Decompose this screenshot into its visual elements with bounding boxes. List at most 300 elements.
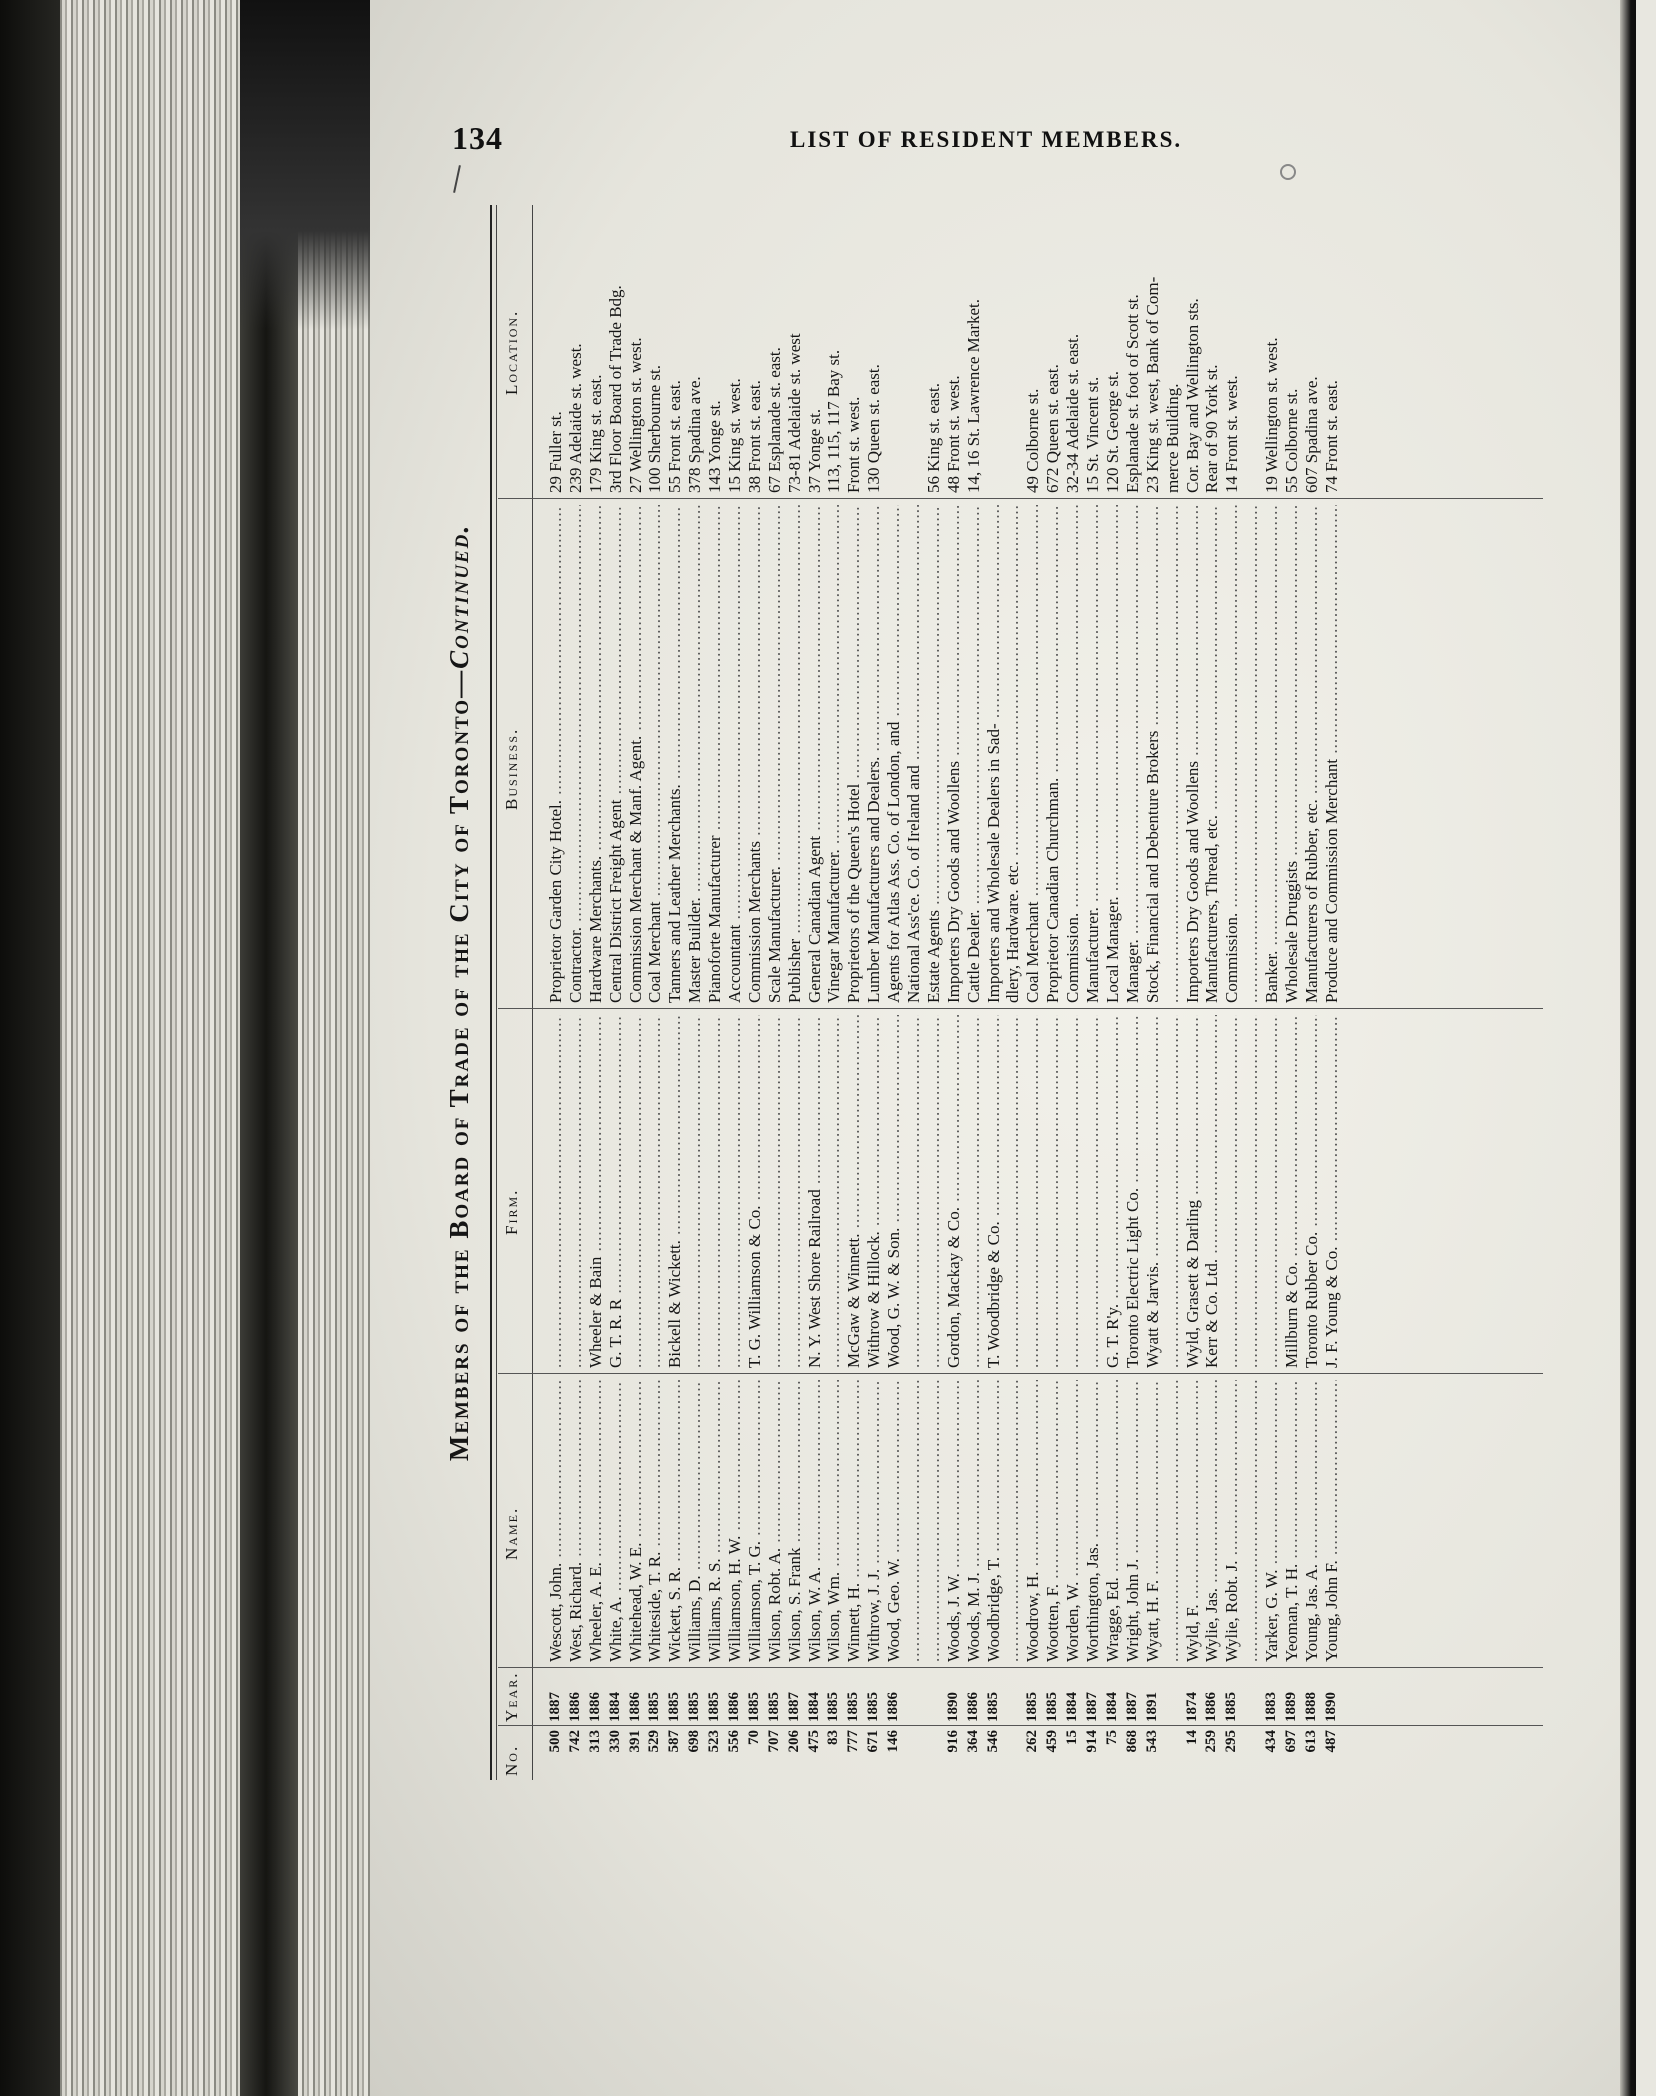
cell-location: [665, 205, 685, 493]
cell-no-text: 500: [547, 1730, 563, 1753]
cell-name: [1262, 1380, 1282, 1662]
cell-firm-text: Wood, G. W. & Son.: [884, 1227, 904, 1368]
cell-year-text: 1886: [726, 1692, 743, 1722]
cell-no: [1123, 1730, 1143, 1780]
cell-business-text: Stock, Financial and Debenture Brokers: [1142, 730, 1162, 1003]
cell-year-text: 1885: [825, 1692, 842, 1722]
cell-name: [645, 1380, 665, 1662]
cell-name-text: Wilson, Robt. A.: [764, 1547, 784, 1662]
cell-year-text: 1885: [1223, 1692, 1240, 1722]
table-title: [444, 205, 475, 1780]
cell-year-text: 1886: [964, 1692, 981, 1722]
cell-business: [904, 505, 924, 1003]
cell-year: [745, 1672, 765, 1722]
header-year: Year.: [502, 1671, 521, 1722]
cell-business: [864, 505, 884, 1003]
cell-location-text: 74 Front st. east.: [1321, 380, 1341, 493]
cell-year-text: 1886: [885, 1692, 902, 1722]
cell-firm: [1123, 1015, 1143, 1368]
cell-location-text: 378 Spadina ave.: [685, 376, 705, 493]
cell-business-text: Importers and Wholesale Dealers in Sad-: [983, 723, 1003, 1003]
cell-location-text: 49 Colborne st.: [1023, 388, 1043, 493]
table-row: [705, 205, 725, 1780]
cell-business: [924, 505, 944, 1003]
cell-business-text: Manufacturer.: [1083, 907, 1103, 1003]
cell-year-text: 1884: [805, 1692, 822, 1722]
cell-business-text: Commission.: [1063, 912, 1083, 1003]
gutter-top-shadow: [240, 0, 370, 330]
cell-no-text: 546: [984, 1730, 1001, 1753]
cell-name: [1083, 1380, 1103, 1662]
cell-location-text: 15 St. Vincent st.: [1083, 376, 1103, 493]
next-page-edge: [1636, 0, 1656, 2096]
cell-name-text: Williams, D.: [685, 1575, 705, 1662]
cell-year: [1083, 1672, 1103, 1722]
table-row: [1183, 205, 1203, 1780]
cell-location: [1063, 205, 1083, 493]
cell-business: [1222, 505, 1242, 1003]
cell-name: [586, 1380, 606, 1662]
cell-firm-text: J. F. Young & Co.: [1321, 1246, 1341, 1368]
cell-location: [1183, 205, 1203, 493]
cell-name-text: Wragge, Ed.: [1102, 1577, 1122, 1662]
table-row: [1063, 205, 1083, 1780]
cell-business: [1123, 505, 1143, 1003]
cell-no-text: 487: [1322, 1730, 1339, 1753]
cell-location: [546, 205, 566, 493]
cell-year-text: 1887: [547, 1692, 563, 1722]
cell-location-text: 14, 16 St. Lawrence Market.: [963, 298, 983, 493]
table-row: [765, 205, 785, 1780]
cell-business-text: Contractor.: [565, 926, 585, 1003]
cell-business-text: General Canadian Agent: [804, 835, 824, 1003]
cell-no-text: 259: [1203, 1730, 1220, 1753]
cell-no-text: 295: [1223, 1730, 1240, 1753]
cell-name-text: Woodrow, H.: [1023, 1571, 1043, 1662]
cell-year: [824, 1672, 844, 1722]
cell-name: [1163, 1380, 1183, 1662]
table-row: [1083, 205, 1103, 1780]
cell-year: [685, 1672, 705, 1722]
cell-name: [765, 1380, 785, 1662]
cell-name: [705, 1380, 725, 1662]
cell-name: [1123, 1380, 1143, 1662]
cell-year-text: 1891: [1143, 1692, 1160, 1722]
cell-name-text: Wylie, Jas.: [1202, 1587, 1222, 1662]
cell-year: [725, 1672, 745, 1722]
cell-year-text: 1885: [865, 1692, 882, 1722]
cell-name: [904, 1380, 924, 1662]
cell-firm: [924, 1015, 944, 1368]
cell-no-text: 707: [765, 1730, 782, 1753]
cell-year: [645, 1672, 665, 1722]
table-row: [904, 205, 924, 1780]
cell-business-text: Lumber Manufacturers and Dealers.: [864, 756, 884, 1003]
cell-business-text: Estate Agents: [923, 909, 943, 1003]
running-head: LIST OF RESIDENT MEMBERS.: [790, 127, 1183, 152]
small-circle-mark: [1280, 164, 1296, 180]
cell-firm: [904, 1015, 924, 1368]
cell-business: [844, 505, 864, 1003]
cell-location: [964, 205, 984, 493]
table-row: [884, 205, 904, 1780]
cell-location-text: 607 Spadina ave.: [1301, 376, 1321, 493]
cell-no-text: 313: [586, 1730, 603, 1753]
cell-year-text: 1889: [1282, 1692, 1299, 1722]
cell-business: [1023, 505, 1043, 1003]
cell-business: [1143, 505, 1163, 1003]
header-no: No.: [502, 1744, 521, 1776]
header-business: Business.: [502, 727, 521, 810]
cell-year: [1322, 1672, 1342, 1722]
cell-no: [1282, 1730, 1302, 1780]
cell-firm: [944, 1015, 964, 1368]
cell-year: [844, 1672, 864, 1722]
cell-no: [944, 1730, 964, 1780]
cell-no: [586, 1730, 606, 1780]
cell-firm: [984, 1015, 1004, 1368]
cell-name: [785, 1380, 805, 1662]
cell-location: [1123, 205, 1143, 493]
cell-location-text: 56 King st. east.: [923, 382, 943, 493]
cell-no: [645, 1730, 665, 1780]
cell-firm-text: Wyld, Grasett & Darling: [1182, 1200, 1202, 1368]
cell-location-text: Rear of 90 York st.: [1202, 364, 1222, 493]
cell-business-text: Agents for Atlas Ass. Co. of London, and: [884, 721, 904, 1003]
cell-business: [546, 505, 566, 1003]
cell-name-text: Yeoman, T. H.: [1281, 1563, 1301, 1662]
cell-location: [645, 205, 665, 493]
cell-location-text: Front st. west.: [844, 396, 864, 493]
table-row: [1202, 205, 1222, 1780]
cell-business: [1043, 505, 1063, 1003]
cell-location: [725, 205, 745, 493]
cell-firm: [785, 1015, 805, 1368]
cell-no-text: 434: [1263, 1730, 1280, 1753]
member-rows: [546, 205, 1342, 1780]
cell-location-text: 179 King st. east.: [585, 374, 605, 493]
cell-no-text: 742: [566, 1730, 583, 1753]
cell-location: [566, 205, 586, 493]
cell-location: [765, 205, 785, 493]
cell-no-text: 70: [745, 1730, 762, 1745]
cell-no: [824, 1730, 844, 1780]
cell-year-text: 1885: [706, 1692, 723, 1722]
cell-year-text: 1884: [606, 1692, 623, 1722]
header-rule: [532, 205, 533, 1780]
cell-name: [864, 1380, 884, 1662]
cell-no-text: 914: [1084, 1730, 1101, 1753]
cell-no: [1043, 1730, 1063, 1780]
cell-firm: [546, 1015, 566, 1368]
cell-firm: [665, 1015, 685, 1368]
cell-business-text: Tanners and Leather Merchants.: [665, 784, 685, 1003]
cell-location: [1222, 205, 1242, 493]
cell-location: [844, 205, 864, 493]
cell-business-text: Publisher: [784, 938, 804, 1003]
cell-name: [1063, 1380, 1083, 1662]
cell-name: [964, 1380, 984, 1662]
cell-firm: [1282, 1015, 1302, 1368]
cell-year: [665, 1672, 685, 1722]
cell-year-text: 1884: [1103, 1692, 1120, 1722]
cell-business-text: Banker.: [1262, 950, 1282, 1003]
cell-business: [1103, 505, 1123, 1003]
cell-firm-text: Millburn & Co.: [1281, 1261, 1301, 1368]
cell-business: [725, 505, 745, 1003]
cell-firm: [1222, 1015, 1242, 1368]
cell-location: [1023, 205, 1043, 493]
cell-location-text: 38 Front st. east.: [744, 380, 764, 493]
cell-business-text: Produce and Commission Merchant: [1321, 758, 1341, 1003]
cell-year: [884, 1672, 904, 1722]
cell-name: [924, 1380, 944, 1662]
cell-no: [1222, 1730, 1242, 1780]
table-row: [824, 205, 844, 1780]
cell-no-text: 543: [1143, 1730, 1160, 1753]
cell-year-text: 1886: [566, 1692, 583, 1722]
table-row: [924, 205, 944, 1780]
cell-no: [606, 1730, 626, 1780]
cell-name: [984, 1380, 1004, 1662]
cell-no-text: 916: [944, 1730, 961, 1753]
cell-location-text: 19 Wellington st. west.: [1262, 337, 1282, 493]
cell-firm: [1003, 1015, 1023, 1368]
cell-name-text: Wescott, John.: [546, 1562, 565, 1662]
cell-business: [1282, 505, 1302, 1003]
cell-business-text: Importers Dry Goods and Woollens: [943, 761, 963, 1003]
cell-year-text: 1874: [1183, 1692, 1200, 1722]
cell-year-text: 1886: [626, 1692, 643, 1722]
header-location: Location.: [502, 309, 521, 395]
cell-no-text: 697: [1282, 1730, 1299, 1753]
cell-firm-text: Toronto Rubber Co.: [1301, 1231, 1321, 1368]
cell-business-text: Proprietor Garden City Hotel.: [546, 799, 565, 1003]
cell-firm: [586, 1015, 606, 1368]
cell-business-text: Commission Merchant & Manf. Agent.: [625, 735, 645, 1003]
cell-year: [1282, 1672, 1302, 1722]
cell-year-text: 1890: [1322, 1692, 1339, 1722]
cell-business-text: Manager.: [1122, 939, 1142, 1003]
cell-year: [546, 1672, 566, 1722]
cell-location-text: 55 Colborne st.: [1281, 388, 1301, 493]
cell-business: [1003, 505, 1023, 1003]
cell-business: [944, 505, 964, 1003]
cell-year: [1262, 1672, 1282, 1722]
table-title-continued: Continued.: [444, 523, 474, 669]
cell-firm-text: Gordon, Mackay & Co.: [943, 1206, 963, 1368]
cell-business: [1083, 505, 1103, 1003]
cell-year: [1202, 1672, 1222, 1722]
cell-year: [586, 1672, 606, 1722]
cell-name-text: Wyld, F.: [1182, 1604, 1202, 1662]
cell-no-text: 777: [845, 1730, 862, 1753]
table-row: [626, 205, 646, 1780]
table-row: [1043, 205, 1063, 1780]
cell-name-text: Withrow, J. J.: [864, 1568, 884, 1662]
cell-year: [1043, 1672, 1063, 1722]
cell-no: [725, 1730, 745, 1780]
cell-location: [824, 205, 844, 493]
cell-name: [805, 1380, 825, 1662]
cell-no: [1262, 1730, 1282, 1780]
cell-year: [1023, 1672, 1043, 1722]
cell-location: [1083, 205, 1103, 493]
cell-business: [606, 505, 626, 1003]
cell-year: [566, 1672, 586, 1722]
table-row: [1143, 205, 1163, 1780]
cell-year: [1222, 1672, 1242, 1722]
cell-year: [785, 1672, 805, 1722]
cell-firm-text: G. T. R'y.: [1102, 1303, 1122, 1368]
cell-business-text: Wholesale Druggists: [1281, 860, 1301, 1003]
cell-year-text: 1887: [785, 1692, 802, 1722]
cell-business-text: Accountant: [725, 924, 745, 1003]
cell-no: [1063, 1730, 1083, 1780]
cell-location: [924, 205, 944, 493]
cell-business-text: Manufacturers, Thread, etc.: [1202, 814, 1222, 1003]
cell-no-text: 14: [1183, 1730, 1200, 1745]
cell-name: [1322, 1380, 1342, 1662]
cell-no-text: 671: [865, 1730, 882, 1753]
cell-firm-text: Wyatt & Jarvis.: [1142, 1261, 1162, 1368]
table-row: [1302, 205, 1322, 1780]
cell-year: [984, 1672, 1004, 1722]
cell-location-text: 130 Queen st. east.: [864, 364, 884, 493]
cell-firm: [1043, 1015, 1063, 1368]
header-firm: Firm.: [502, 1188, 521, 1235]
cell-year-text: 1885: [686, 1692, 703, 1722]
cell-location: [586, 205, 606, 493]
cell-no: [984, 1730, 1004, 1780]
cell-year: [765, 1672, 785, 1722]
cell-location: [685, 205, 705, 493]
cell-firm: [1163, 1015, 1183, 1368]
table-row: [1282, 205, 1302, 1780]
cell-location-text: 100 Sherbourne st.: [645, 365, 665, 493]
cell-business: [1242, 505, 1262, 1003]
cell-business-text: Manufacturers of Rubber, etc.: [1301, 799, 1321, 1003]
page-number: 134: [452, 120, 503, 156]
table-row: [1262, 205, 1282, 1780]
cell-no: [665, 1730, 685, 1780]
cell-business: [645, 505, 665, 1003]
cell-year: [1103, 1672, 1123, 1722]
cell-no: [1023, 1730, 1043, 1780]
cell-business: [745, 505, 765, 1003]
cell-business-text: dlery, Hardware. etc.: [1003, 861, 1023, 1003]
table-row: [745, 205, 765, 1780]
cell-year: [1302, 1672, 1322, 1722]
cell-location: [1202, 205, 1222, 493]
cell-name-text: Wylie, Robt. J.: [1222, 1560, 1242, 1662]
cell-firm-text: Withrow & Hillock.: [864, 1231, 884, 1368]
cell-location-text: 120 St. George st.: [1102, 371, 1122, 493]
cell-year: [805, 1672, 825, 1722]
cell-no: [805, 1730, 825, 1780]
cell-year-text: 1885: [1024, 1692, 1041, 1722]
cell-location: [944, 205, 964, 493]
cell-name-text: Wickett, S. R.: [665, 1566, 685, 1662]
cell-business-text: Hardware Merchants.: [585, 855, 605, 1003]
cell-name-text: Young, John F.: [1321, 1560, 1341, 1662]
cell-name: [566, 1380, 586, 1662]
cell-name: [1043, 1380, 1063, 1662]
cell-name: [1023, 1380, 1043, 1662]
table-row: [864, 205, 884, 1780]
table-row: [984, 205, 1004, 1780]
cell-name-text: Wilson, W. A.: [804, 1566, 824, 1662]
cell-location-text: 113, 115, 117 Bay st.: [824, 349, 844, 493]
cell-name: [626, 1380, 646, 1662]
cell-location-text: 37 Yonge st.: [804, 408, 824, 493]
cell-firm: [1083, 1015, 1103, 1368]
cell-name: [665, 1380, 685, 1662]
cell-location-text: merce Building.: [1162, 383, 1182, 493]
cell-business-text: Proprietors of the Queen's Hotel: [844, 783, 864, 1003]
cell-firm-text: McGaw & Winnett.: [844, 1233, 864, 1368]
cell-name-text: Wilson, Wm.: [824, 1571, 844, 1662]
cell-location-text: 14 Front st. west.: [1222, 375, 1242, 493]
cell-name: [1003, 1380, 1023, 1662]
cell-business: [566, 505, 586, 1003]
rotated-table: [440, 205, 1545, 1780]
cell-year-text: 1888: [1302, 1692, 1319, 1722]
cell-no-text: 523: [706, 1730, 723, 1753]
cell-location: [864, 205, 884, 493]
table-row: [1123, 205, 1143, 1780]
cell-name-text: Young, Jas. A.: [1301, 1564, 1321, 1662]
cell-business: [1202, 505, 1222, 1003]
cell-year-text: 1883: [1263, 1692, 1280, 1722]
cell-business-text: Master Builder.: [685, 897, 705, 1003]
cell-name: [685, 1380, 705, 1662]
cell-name: [1103, 1380, 1123, 1662]
cell-business: [785, 505, 805, 1003]
cell-no: [785, 1730, 805, 1780]
cell-business-text: Importers Dry Goods and Woollens: [1182, 761, 1202, 1003]
cell-firm: [765, 1015, 785, 1368]
cell-location-text: 32-34 Adelaide st. east.: [1063, 333, 1083, 493]
cell-business-text: Commission Merchants: [744, 841, 764, 1003]
cell-location-text: 143 Yonge st.: [705, 400, 725, 493]
cell-location-text: 73-81 Adelaide st. west: [784, 333, 804, 493]
cell-firm: [844, 1015, 864, 1368]
cell-no: [705, 1730, 725, 1780]
cell-firm-text: G. T. R. R: [605, 1298, 625, 1368]
cell-no-text: 75: [1103, 1730, 1120, 1745]
cell-year: [606, 1672, 626, 1722]
cell-year: [1183, 1672, 1203, 1722]
cell-no: [626, 1730, 646, 1780]
cell-location: [785, 205, 805, 493]
cell-firm: [1023, 1015, 1043, 1368]
cell-no-text: 459: [1044, 1730, 1061, 1753]
cell-no-text: 262: [1024, 1730, 1041, 1753]
cell-firm-text: T. Woodbridge & Co.: [983, 1221, 1003, 1368]
table-row: [725, 205, 745, 1780]
cell-year-text: 1890: [944, 1692, 961, 1722]
title-rule: [490, 205, 492, 1780]
cell-firm: [566, 1015, 586, 1368]
cell-location: [1043, 205, 1063, 493]
cell-name: [725, 1380, 745, 1662]
cell-no: [745, 1730, 765, 1780]
cell-name: [944, 1380, 964, 1662]
table-row: [1222, 205, 1242, 1780]
cell-no-text: 330: [606, 1730, 623, 1753]
cell-no-text: 587: [666, 1730, 683, 1753]
